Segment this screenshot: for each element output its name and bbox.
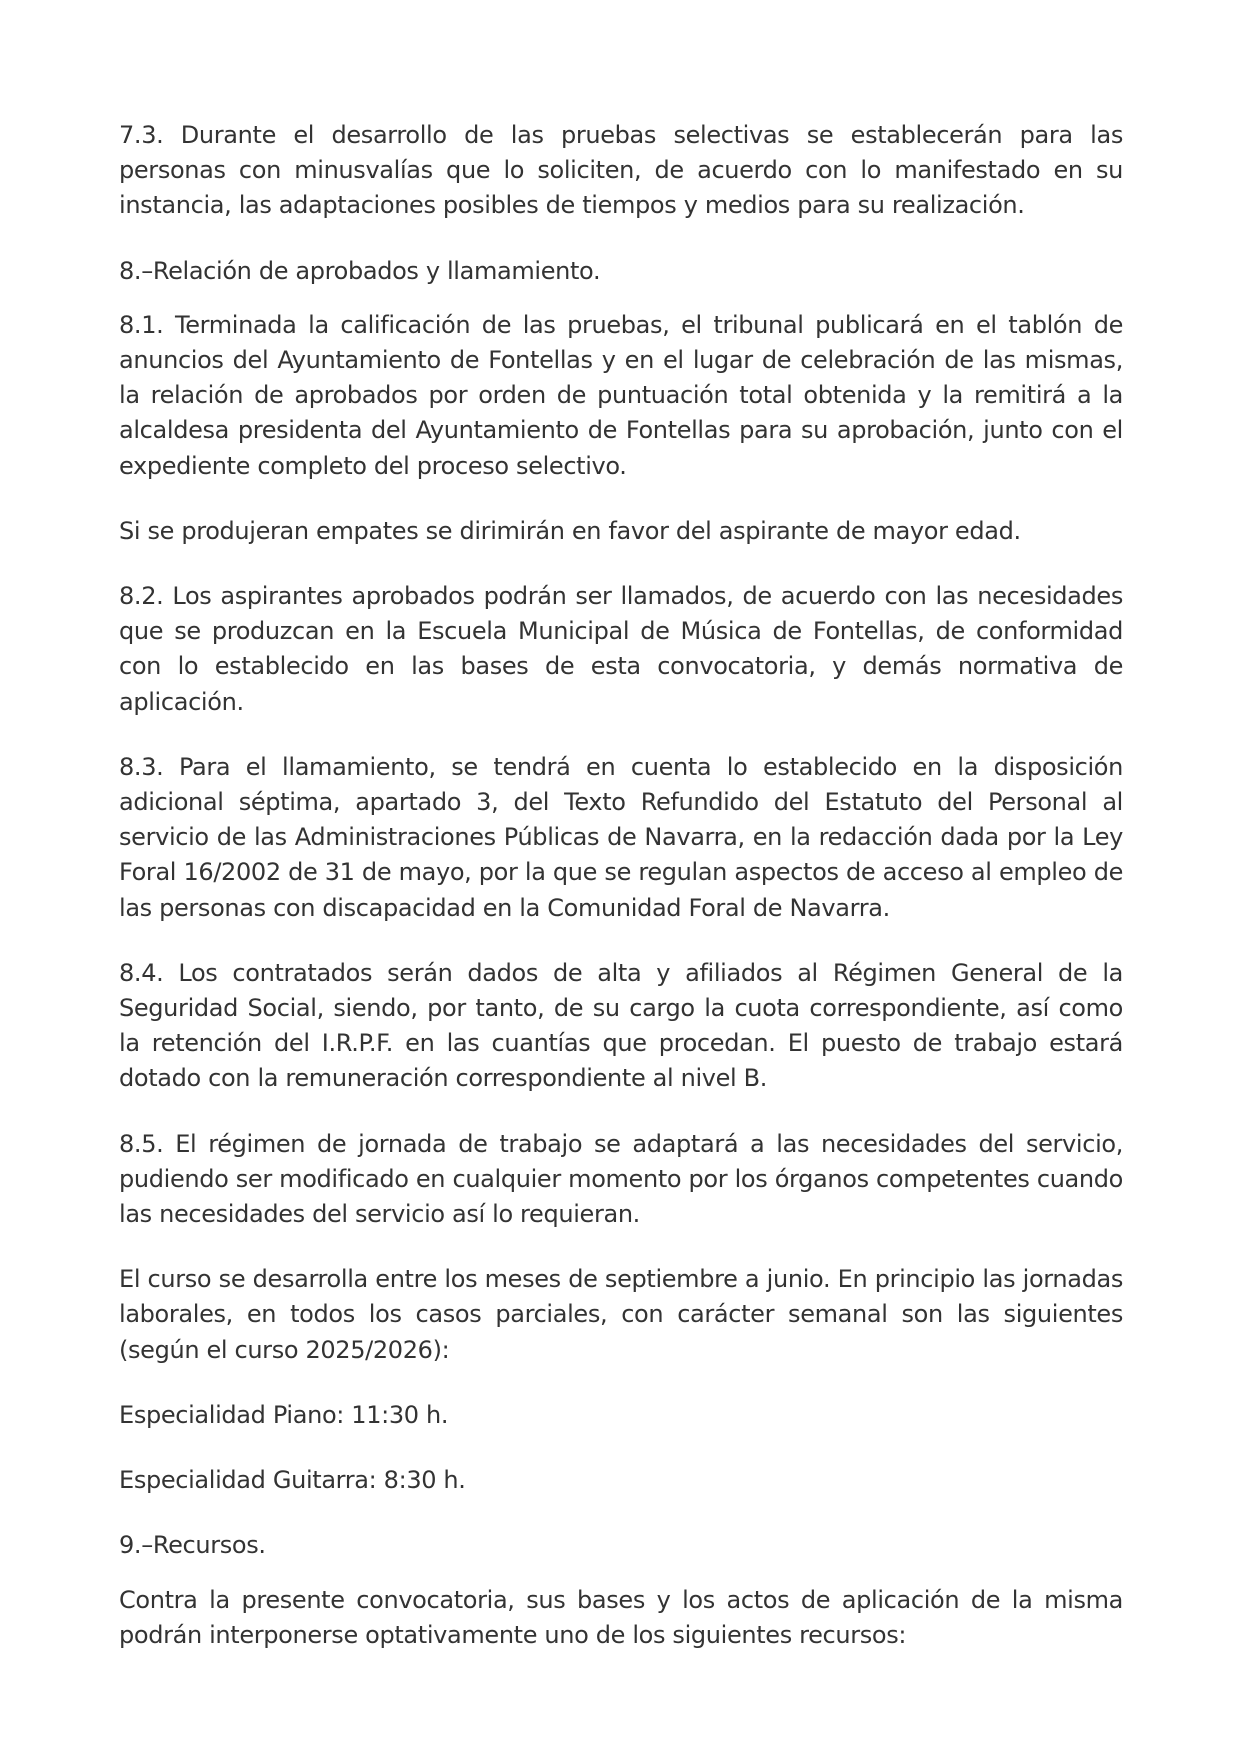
schedule-piano: Especialidad Piano: 11:30 h. [119,1400,449,1429]
paragraph-empates: Si se produjeran empates se dirimirán en favor del aspirante de mayor edad. [119,516,1021,545]
paragraph-8-1: 8.1. Terminada la calificación de las pruebas, el tribunal publicará en el tablón de anuncios del Ayuntamiento de Fontellas y en el lugar de celebración de las mismas, la relación de aprobados por orden de puntuación total obtenida y la remitirá a la alcaldesa presidenta del Ayuntamiento de Fontellas para su aprobación, junto con el expediente completo del proceso selectivo. [119,310,1123,480]
paragraph-7-3: 7.3. Durante el desarrollo de las pruebas selectivas se establecerán para las personas con minusvalías que lo soliciten, de acuerdo con lo manifestado en su instancia, las adaptaciones posibles de tiempos y medios para su realización. [119,121,1123,220]
schedule-guitarra: Especialidad Guitarra: 8:30 h. [119,1466,466,1495]
document-page [119,118,1123,1653]
paragraph-8-2: 8.2. Los aspirantes aprobados podrán ser llamados, de acuerdo con las necesidades que se produzcan en la Escuela Municipal de Música de Fontellas, de conformidad con lo establecido en las bases de esta convocatoria, y demás normativa de aplicación. [119,582,1123,716]
paragraph-curso: El curso se desarrolla entre los meses de septiembre a junio. En principio las jornadas laborales, en todos los casos parciales, con carácter semanal son las siguientes (según el curso 2025/2026): [119,1265,1123,1364]
section-heading-8: 8.–Relación de aprobados y llamamiento. [119,256,601,285]
paragraph-8-5: 8.5. El régimen de jornada de trabajo se adaptará a las necesidades del servicio, pudiendo ser modificado en cualquier momento por los órganos competentes cuando las necesidades del servicio así lo requieran. [119,1129,1123,1229]
paragraph-recursos: Contra la presente convocatoria, sus bases y los actos de aplicación de la misma podrán interponerse optativamente uno de los siguientes recursos: [119,1585,1123,1649]
paragraph-8-4: 8.4. Los contratados serán dados de alta y afiliados al Régimen General de la Seguridad Social, siendo, por tanto, de su cargo la cuota correspondiente, así como la retención del I.R.P.F. en las cuantías que procedan. El puesto de trabajo estará dotado con la remuneración correspondiente al nivel B. [119,958,1123,1093]
section-heading-9: 9.–Recursos. [119,1531,266,1560]
paragraph-8-3: 8.3. Para el llamamiento, se tendrá en cuenta lo establecido en la disposición adicional séptima, apartado 3, del Texto Refundido del Estatuto del Personal al servicio de las Administraciones Públicas de Navarra, en la redacción dada por la Ley Foral 16/2002 de 31 de mayo, por la que se regulan aspectos de acceso al empleo de las personas con discapacidad en la Comunidad Foral de Navarra. [119,752,1123,922]
